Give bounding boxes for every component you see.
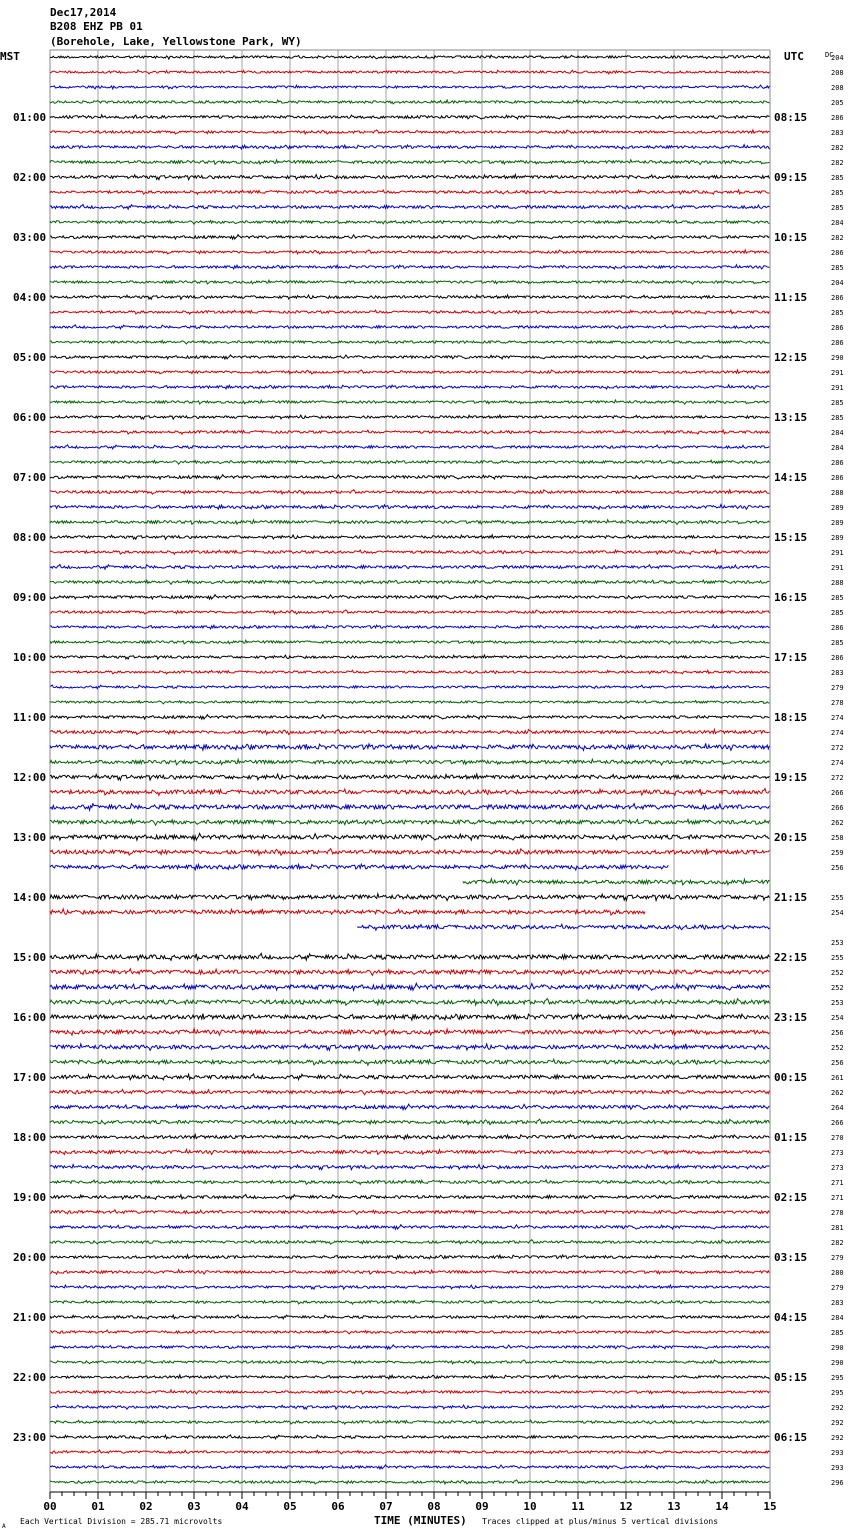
dc-offset-label: 286: [831, 249, 844, 257]
dc-offset-label: 274: [831, 759, 844, 767]
dc-offset-label: 273: [831, 1149, 844, 1157]
dc-offset-label: 292: [831, 1419, 844, 1427]
hour-label-left: 12:00: [13, 771, 47, 784]
dc-offset-label: 285: [831, 594, 844, 602]
dc-offset-label: 261: [831, 1074, 844, 1082]
hour-label-right: 11:15: [774, 291, 808, 304]
trace-8: [50, 175, 769, 180]
trace-66: [50, 1044, 769, 1050]
dc-header-label: DC: [825, 51, 834, 59]
hour-label-right: 08:15: [774, 111, 808, 124]
hour-label-right: 04:15: [774, 1311, 808, 1324]
trace-67: [50, 1059, 769, 1065]
dc-offset-label: 264: [831, 1104, 844, 1112]
trace-18: [50, 325, 769, 329]
hour-label-right: 10:15: [774, 231, 808, 244]
dc-offset-label: 253: [831, 999, 844, 1007]
dc-offset-label: 256: [831, 864, 844, 872]
dc-offset-label: 285: [831, 204, 844, 212]
trace-90: [50, 1405, 769, 1409]
dc-offset-label: 281: [831, 1224, 844, 1232]
hour-label-right: 03:15: [774, 1251, 808, 1264]
trace-11: [50, 220, 769, 224]
x-tick-label: 01: [91, 1500, 105, 1513]
dc-offset-label: 270: [831, 1134, 844, 1142]
dc-offset-label: 208: [831, 84, 844, 92]
trace-32: [50, 535, 769, 539]
trace-79: [50, 1240, 769, 1244]
trace-5: [50, 130, 769, 134]
trace-39: [50, 640, 769, 644]
trace-0: [50, 55, 769, 59]
dc-offset-label: 255: [831, 894, 844, 902]
dc-offset-label: 295: [831, 1389, 844, 1397]
trace-37: [50, 610, 769, 614]
trace-19: [50, 340, 769, 344]
trace-64: [50, 1014, 769, 1021]
trace-26: [50, 445, 769, 449]
hour-label-right: 13:15: [774, 411, 808, 424]
dc-offset-label: 285: [831, 264, 844, 272]
dc-offset-label: 295: [831, 1374, 844, 1382]
x-tick-label: 13: [667, 1500, 681, 1513]
corner-mark: A: [2, 1523, 6, 1530]
trace-65: [50, 1029, 769, 1036]
trace-29: [50, 490, 769, 494]
dc-offset-label: 279: [831, 1254, 844, 1262]
dc-offset-label: 278: [831, 699, 844, 707]
trace-77: [50, 1210, 769, 1215]
trace-25: [50, 430, 769, 434]
trace-91: [50, 1420, 769, 1424]
dc-offset-label: 280: [831, 1269, 844, 1277]
dc-offset-label: 285: [831, 174, 844, 182]
hour-label-left: 02:00: [13, 171, 47, 184]
hour-label-left: 15:00: [13, 951, 47, 964]
hour-label-left: 05:00: [13, 351, 47, 364]
dc-offset-label: 286: [831, 294, 844, 302]
x-tick-label: 06: [331, 1500, 345, 1513]
hour-label-right: 23:15: [774, 1011, 808, 1024]
dc-offset-label: 286: [831, 624, 844, 632]
trace-69: [50, 1089, 769, 1094]
dc-offset-label: 262: [831, 819, 844, 827]
trace-7: [50, 160, 769, 165]
dc-offset-label: 285: [831, 414, 844, 422]
trace-53: [50, 849, 769, 855]
hour-label-left: 11:00: [13, 711, 47, 724]
dc-offset-label: 279: [831, 1284, 844, 1292]
trace-44: [50, 715, 769, 719]
hour-label-left: 19:00: [13, 1191, 47, 1204]
dc-offset-labels: [831, 54, 844, 1487]
trace-17: [50, 310, 769, 314]
seismogram-traces: [50, 55, 770, 1484]
trace-4: [50, 115, 769, 119]
utc-hour-labels: [774, 111, 807, 1444]
dc-offset-label: 272: [831, 774, 844, 782]
dc-offset-label: 252: [831, 969, 844, 977]
x-tick-label: 00: [43, 1500, 57, 1513]
mst-hour-labels: [13, 111, 46, 1444]
dc-offset-label: 283: [831, 1299, 844, 1307]
hour-label-left: 22:00: [13, 1371, 47, 1384]
hour-label-right: 06:15: [774, 1431, 808, 1444]
dc-offset-label: 208: [831, 69, 844, 77]
x-tick-label: 09: [475, 1500, 489, 1513]
hour-label-left: 04:00: [13, 291, 47, 304]
trace-89: [50, 1390, 769, 1394]
trace-48: [50, 774, 769, 780]
dc-offset-label: 271: [831, 1194, 844, 1202]
dc-offset-label: 286: [831, 654, 844, 662]
trace-95: [50, 1480, 769, 1484]
hour-label-left: 10:00: [13, 651, 47, 664]
trace-52: [50, 833, 769, 840]
trace-16: [50, 295, 769, 299]
dc-offset-label: 285: [831, 1329, 844, 1337]
hour-label-right: 18:15: [774, 711, 808, 724]
trace-51: [50, 819, 769, 825]
hour-label-left: 16:00: [13, 1011, 47, 1024]
scale-caption: Each Vertical Division = 285.71 microvolts: [20, 1517, 223, 1526]
x-tick-label: 07: [379, 1500, 393, 1513]
dc-offset-label: 266: [831, 804, 844, 812]
trace-40: [50, 655, 769, 659]
dc-offset-label: 292: [831, 1404, 844, 1412]
trace-78: [50, 1225, 769, 1229]
trace-21: [50, 370, 769, 374]
trace-87: [50, 1360, 769, 1364]
trace-54: [50, 864, 668, 870]
hour-label-right: 22:15: [774, 951, 808, 964]
dc-offset-label: 274: [831, 729, 844, 737]
dc-offset-label: 289: [831, 504, 844, 512]
left-timezone-label: MST: [0, 50, 20, 63]
dc-offset-label: 204: [831, 279, 844, 287]
trace-35: [50, 580, 769, 584]
x-tick-label: 04: [235, 1500, 249, 1513]
hour-label-right: 15:15: [774, 531, 808, 544]
hour-label-left: 23:00: [13, 1431, 47, 1444]
hour-label-left: 08:00: [13, 531, 47, 544]
trace-14: [50, 265, 769, 269]
dc-offset-label: 262: [831, 1089, 844, 1097]
trace-86: [50, 1345, 769, 1349]
hour-label-right: 20:15: [774, 831, 808, 844]
dc-offset-label: 282: [831, 234, 844, 242]
dc-offset-label: 291: [831, 369, 844, 377]
dc-offset-label: 292: [831, 1434, 844, 1442]
trace-76: [50, 1194, 769, 1199]
trace-6: [50, 145, 769, 150]
dc-offset-label: 254: [831, 1014, 844, 1022]
trace-13: [50, 250, 769, 254]
hour-label-left: 18:00: [13, 1131, 47, 1144]
trace-88: [50, 1375, 769, 1379]
trace-94: [50, 1465, 769, 1469]
station-id: B208 EHZ PB 01: [50, 20, 143, 33]
hour-label-right: 21:15: [774, 891, 808, 904]
trace-72: [50, 1134, 769, 1139]
trace-55: [463, 879, 770, 885]
hour-label-right: 00:15: [774, 1071, 808, 1084]
hour-label-left: 06:00: [13, 411, 47, 424]
trace-57: [50, 909, 645, 915]
dc-offset-label: 256: [831, 1029, 844, 1037]
station-location: (Borehole, Lake, Yellowstone Park, WY): [50, 35, 302, 48]
trace-10: [50, 204, 769, 209]
dc-offset-label: 285: [831, 639, 844, 647]
trace-84: [50, 1315, 769, 1319]
trace-43: [50, 700, 769, 703]
dc-offset-label: 291: [831, 384, 844, 392]
hour-label-left: 07:00: [13, 471, 47, 484]
dc-offset-label: 282: [831, 144, 844, 152]
dc-offset-label: 285: [831, 399, 844, 407]
dc-offset-label: 283: [831, 129, 844, 137]
trace-2: [50, 85, 769, 89]
dc-offset-label: 284: [831, 1314, 844, 1322]
hour-label-left: 03:00: [13, 231, 47, 244]
dc-offset-label: 285: [831, 609, 844, 617]
trace-70: [50, 1104, 769, 1109]
hour-label-left: 13:00: [13, 831, 47, 844]
trace-46: [50, 743, 769, 750]
dc-offset-label: 279: [831, 684, 844, 692]
trace-20: [50, 355, 769, 359]
hour-label-left: 14:00: [13, 891, 47, 904]
hour-label-right: 05:15: [774, 1371, 808, 1384]
dc-offset-label: 266: [831, 789, 844, 797]
trace-30: [50, 504, 769, 509]
dc-offset-label: 274: [831, 714, 844, 722]
trace-80: [50, 1255, 769, 1259]
dc-offset-label: 252: [831, 984, 844, 992]
trace-68: [50, 1074, 769, 1080]
trace-62: [50, 983, 769, 990]
x-tick-label: 03: [187, 1500, 201, 1513]
dc-offset-label: 282: [831, 1239, 844, 1247]
hour-label-right: 17:15: [774, 651, 808, 664]
hour-label-left: 09:00: [13, 591, 47, 604]
dc-offset-label: 293: [831, 1449, 844, 1457]
trace-15: [50, 280, 769, 284]
trace-45: [50, 729, 769, 734]
x-tick-label: 02: [139, 1500, 153, 1513]
trace-41: [50, 670, 769, 674]
hour-label-right: 16:15: [774, 591, 808, 604]
hour-label-left: 17:00: [13, 1071, 47, 1084]
dc-offset-label: 253: [831, 939, 844, 947]
x-tick-label: 10: [523, 1500, 537, 1513]
trace-61: [50, 969, 769, 976]
hour-label-right: 19:15: [774, 771, 808, 784]
x-tick-label: 14: [715, 1500, 729, 1513]
trace-47: [50, 759, 769, 765]
trace-33: [50, 550, 769, 554]
dc-offset-label: 296: [831, 1479, 844, 1487]
dc-offset-label: 286: [831, 474, 844, 482]
x-tick-label: 15: [763, 1500, 777, 1513]
hour-label-right: 01:15: [774, 1131, 808, 1144]
dc-offset-label: 290: [831, 354, 844, 362]
dc-offset-label: 284: [831, 219, 844, 227]
dc-offset-label: 255: [831, 954, 844, 962]
dc-offset-label: 289: [831, 534, 844, 542]
plot-date: Dec17,2014: [50, 6, 117, 19]
dc-offset-label: 286: [831, 459, 844, 467]
trace-73: [50, 1149, 769, 1154]
trace-81: [50, 1270, 769, 1275]
dc-offset-label: 271: [831, 1179, 844, 1187]
x-axis: [43, 1492, 776, 1513]
dc-offset-label: 288: [831, 579, 844, 587]
hour-label-left: 20:00: [13, 1251, 47, 1264]
trace-63: [50, 999, 769, 1006]
trace-23: [50, 400, 769, 404]
dc-offset-label: 254: [831, 909, 844, 917]
x-tick-label: 08: [427, 1500, 441, 1513]
dc-offset-label: 289: [831, 519, 844, 527]
trace-50: [50, 804, 769, 811]
trace-60: [50, 953, 769, 960]
x-axis-title: TIME (MINUTES): [374, 1514, 467, 1527]
trace-56: [50, 894, 769, 901]
trace-75: [50, 1180, 769, 1185]
trace-31: [50, 520, 769, 525]
trace-38: [50, 625, 769, 629]
dc-offset-label: 291: [831, 564, 844, 572]
dc-offset-label: 266: [831, 1119, 844, 1127]
dc-offset-label: 205: [831, 99, 844, 107]
dc-offset-label: 204: [831, 54, 844, 62]
trace-27: [50, 460, 769, 464]
right-timezone-label: UTC: [784, 50, 804, 63]
trace-74: [50, 1165, 769, 1170]
dc-offset-label: 252: [831, 1044, 844, 1052]
trace-3: [50, 100, 769, 104]
trace-36: [50, 595, 769, 599]
trace-82: [50, 1285, 769, 1289]
dc-offset-label: 283: [831, 669, 844, 677]
trace-24: [50, 415, 769, 419]
dc-offset-label: 273: [831, 1164, 844, 1172]
dc-offset-label: 290: [831, 1344, 844, 1352]
dc-offset-label: 286: [831, 339, 844, 347]
trace-83: [50, 1300, 769, 1304]
x-tick-label: 11: [571, 1500, 585, 1513]
trace-28: [50, 475, 769, 479]
dc-offset-label: 256: [831, 1059, 844, 1067]
trace-9: [50, 190, 769, 194]
dc-offset-label: 286: [831, 324, 844, 332]
trace-93: [50, 1450, 769, 1454]
trace-58: [357, 924, 770, 930]
dc-offset-label: 290: [831, 1359, 844, 1367]
trace-85: [50, 1330, 769, 1334]
trace-42: [50, 685, 769, 689]
x-tick-label: 12: [619, 1500, 633, 1513]
dc-offset-label: 272: [831, 744, 844, 752]
dc-offset-label: 258: [831, 834, 844, 842]
dc-offset-label: 259: [831, 849, 844, 857]
dc-offset-label: 286: [831, 114, 844, 122]
trace-1: [50, 70, 769, 74]
trace-71: [50, 1119, 769, 1124]
trace-92: [50, 1435, 769, 1439]
clip-caption: Traces clipped at plus/minus 5 vertical divisions: [482, 1517, 719, 1526]
trace-22: [50, 385, 769, 389]
dc-offset-label: 284: [831, 444, 844, 452]
trace-49: [50, 789, 769, 796]
dc-offset-label: 291: [831, 549, 844, 557]
dc-offset-label: 278: [831, 1209, 844, 1217]
hour-label-right: 09:15: [774, 171, 808, 184]
trace-12: [50, 235, 769, 239]
dc-offset-label: 285: [831, 309, 844, 317]
dc-offset-label: 293: [831, 1464, 844, 1472]
x-tick-label: 05: [283, 1500, 297, 1513]
hour-label-left: 21:00: [13, 1311, 47, 1324]
hour-label-right: 12:15: [774, 351, 808, 364]
dc-offset-label: 285: [831, 189, 844, 197]
dc-offset-label: 288: [831, 489, 844, 497]
trace-34: [50, 564, 769, 569]
hour-label-left: 01:00: [13, 111, 47, 124]
dc-offset-label: 284: [831, 429, 844, 437]
hour-label-right: 02:15: [774, 1191, 808, 1204]
dc-offset-label: 282: [831, 159, 844, 167]
hour-label-right: 14:15: [774, 471, 808, 484]
